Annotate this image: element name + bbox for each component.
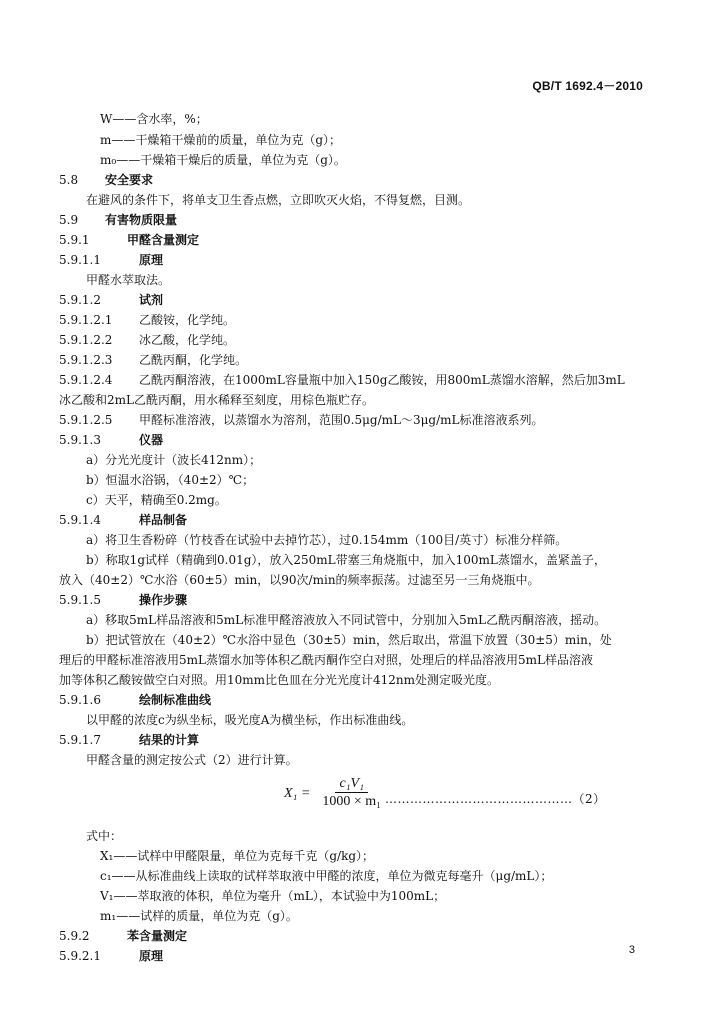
equation-number: ………………………………………（2）: [385, 792, 606, 806]
section-heading: [59, 232, 199, 248]
body-text: 在避风的条件下，将单支卫生香点燃，立即吹灭火焰，不得复燃，目测。: [86, 193, 471, 207]
section-number: 5.9.1.6: [59, 693, 101, 707]
definition-line: m₁——试样的质量，单位为克（g）。: [100, 909, 298, 923]
clause-text: 乙酰丙酮溶液，在1000mL容量瓶中加入150g乙酸铵，用800mL蒸馏水溶解，然后加3mL: [139, 373, 625, 387]
clause-number: 5.9.1.2.2: [59, 333, 113, 347]
clause-number: 5.9.1.2.4: [59, 373, 113, 387]
section-number: 5.9.1.7: [59, 733, 101, 747]
where-label: 式中：: [86, 829, 123, 843]
section-title: 操作步骤: [139, 593, 188, 607]
section-heading: [59, 512, 187, 528]
formula-lhs: X₁ =: [284, 785, 311, 801]
definition-line: X₁——试样中甲醛限量，单位为克每千克（g/kg）；: [100, 849, 375, 863]
section-title: 结果的计算: [139, 733, 200, 747]
list-item: c）天平，精确至0.2mg。: [86, 493, 227, 507]
section-title: 甲醛含量测定: [127, 233, 200, 247]
section-heading: [59, 592, 187, 608]
section-title: 苯含量测定: [127, 929, 188, 943]
reagent-item: [59, 412, 543, 428]
section-number: 5.9.1.4: [59, 513, 101, 527]
clause-text: 冰乙酸，化学纯。: [139, 333, 236, 347]
definition-line: m——干燥箱干燥前的质量，单位为克（g）；: [100, 133, 342, 147]
body-text: 甲醛水萃取法。: [86, 273, 171, 287]
formula: [284, 776, 383, 811]
reagent-item: [59, 332, 235, 348]
section-title: 试剂: [139, 293, 164, 307]
section-heading: [59, 252, 163, 268]
definition-line: m₀——干燥箱干燥后的质量，单位为克（g）。: [100, 153, 346, 167]
section-number: 5.8: [59, 173, 79, 187]
page-number: 3: [628, 944, 635, 956]
section-number: 5.9.1: [59, 233, 90, 247]
section-number: 5.9.2: [59, 929, 90, 943]
list-item: a）将卫生香粉碎（竹枝香在试验中去掉竹芯），过0.154mm（100目/英寸）标准分样筛。: [86, 533, 568, 547]
formula-fraction: [320, 776, 383, 811]
section-number: 5.9: [59, 213, 79, 227]
list-item: b）称取1g试样（精确到0.01g），放入250mL带塞三角烧瓶中，加入100mL蒸馏水，盖紧盖子，: [86, 553, 606, 567]
section-heading: [59, 432, 163, 448]
list-item: a）移取5mL样品溶液和5mL标准甲醛溶液放入不同试管中，分别加入5mL乙酰丙酮溶液，摇动。: [86, 613, 607, 627]
clause-text: 甲醛标准溶液，以蒸馏水为溶剂，范围0.5μg/mL～3μg/mL标准溶液系列。: [139, 413, 544, 427]
section-number: 5.9.1.1: [59, 253, 101, 267]
formula-denominator: 1000 × m₁: [322, 794, 382, 809]
section-heading: [59, 948, 163, 964]
section-title: 原理: [139, 253, 164, 267]
reagent-item: [59, 372, 625, 388]
section-heading: [59, 732, 199, 748]
section-number: 5.9.1.2: [59, 293, 101, 307]
list-item-continued: 放入（40±2）℃水浴（60±5）min，以90次/min的频率振荡。过滤至另一三角烧瓶中。: [59, 573, 540, 587]
section-title: 绘制标准曲线: [139, 693, 212, 707]
body-text: 以甲醛的浓度c为纵坐标，吸光度A为横坐标，作出标准曲线。: [86, 713, 414, 727]
section-heading: [59, 692, 211, 708]
list-item-continued: 理后的甲醛标准溶液用5mL蒸馏水加等体积乙酰丙酮作空白对照，处理后的样品溶液用5mL样品溶液: [59, 653, 593, 667]
definition-line: W——含水率，%；: [100, 112, 208, 126]
section-number: 5.9.1.5: [59, 593, 101, 607]
section-title: 有害物质限量: [105, 213, 178, 227]
section-title: 仪器: [139, 433, 164, 447]
standard-number-header: QB/T 1692.4－2010: [532, 79, 643, 93]
clause-text: 乙酰丙酮，化学纯。: [139, 353, 248, 367]
section-heading: [59, 212, 177, 228]
section-heading: [59, 928, 187, 944]
section-number: 5.9.2.1: [59, 949, 101, 963]
section-heading: [59, 292, 163, 308]
clause-number: 5.9.1.2.3: [59, 353, 113, 367]
definition-line: V₁——萃取液的体积，单位为毫升（mL），本试验中为100mL；: [100, 889, 446, 903]
list-item: b）把试管放在（40±2）℃水浴中显色（30±5）min，然后取出，常温下放置（30±5）min，处: [86, 633, 612, 647]
clause-text: 乙酸铵，化学纯。: [139, 313, 236, 327]
reagent-item: [59, 352, 247, 368]
section-title: 安全要求: [105, 173, 154, 187]
section-number: 5.9.1.3: [59, 433, 101, 447]
clause-number: 5.9.1.2.5: [59, 413, 113, 427]
clause-number: 5.9.1.2.1: [59, 313, 113, 327]
section-title: 原理: [139, 949, 164, 963]
definition-line: c₁——从标准曲线上读取的试样萃取液中甲醛的浓度，单位为微克每毫升（μg/mL）；: [100, 869, 553, 883]
clause-text-continued: 冰乙酸和2mL乙酰丙酮，用水稀释至刻度，用棕色瓶贮存。: [59, 393, 374, 407]
body-text: 甲醛含量的测定按公式（2）进行计算。: [86, 753, 298, 767]
list-item: a）分光光度计（波长412nm）；: [86, 453, 262, 467]
reagent-item: [59, 312, 235, 328]
formula-numerator: c₁V₁: [335, 776, 368, 793]
list-item-continued: 加等体积乙酸铵做空白对照。用10mm比色皿在分光光度计412nm处测定吸光度。: [59, 673, 500, 687]
section-heading: [59, 172, 153, 188]
section-title: 样品制备: [139, 513, 188, 527]
list-item: b）恒温水浴锅，（40±2）℃；: [86, 473, 255, 487]
